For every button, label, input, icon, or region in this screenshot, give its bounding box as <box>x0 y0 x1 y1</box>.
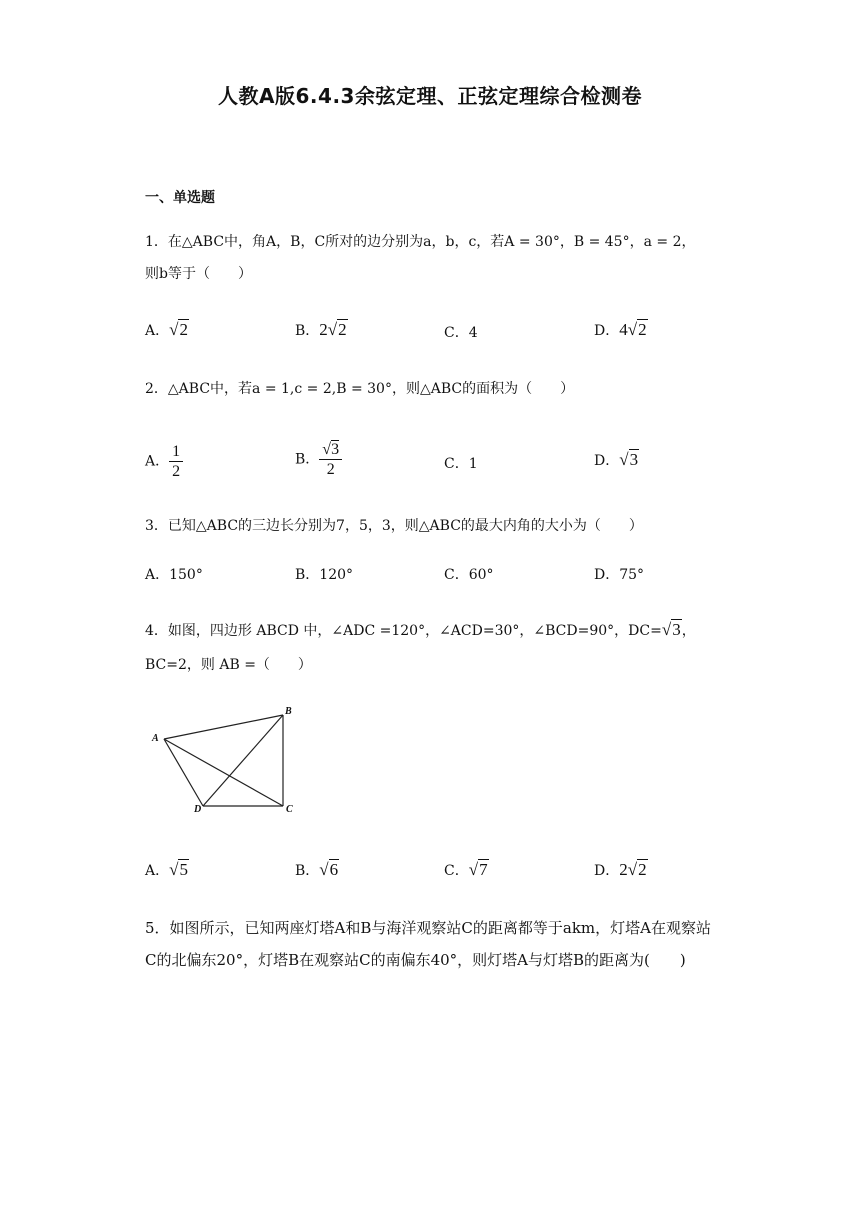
q3-option-a: A．150° <box>145 567 203 583</box>
question-4-line-1: 4．如图，四边形 ABCD 中，∠ADC =120°，∠ACD=30°，∠BCD=90°，DC=√3， <box>145 620 696 639</box>
q4-option-d: D．2√2 <box>594 860 647 879</box>
q4-option-b: B．√6 <box>295 860 339 879</box>
figure-label-d: D <box>194 804 202 815</box>
q2-option-b: B． $\frac{√3}{2}$ <box>295 440 342 479</box>
q4-option-a: A．√5 <box>145 860 188 879</box>
question-4-line-2: BC=2，则 AB =（ ） <box>145 657 312 673</box>
q3-option-c: C．60° <box>444 567 494 583</box>
q4-option-c: C．√7 <box>444 860 488 879</box>
q1-option-a: A．√2 <box>145 320 188 339</box>
q2-option-c: C．1 <box>444 456 478 472</box>
q3-option-d: D．75° <box>594 567 645 583</box>
page-title: 人教A版6.4.3余弦定理、正弦定理综合检测卷 <box>218 84 642 108</box>
q1-option-b: B．2√2 <box>295 320 347 339</box>
q3-option-b: B．120° <box>295 567 354 583</box>
edge-da <box>164 739 203 806</box>
figure-label-a: A <box>152 733 159 744</box>
q1-option-d: D．4√2 <box>594 320 647 339</box>
figure-label-c: C <box>286 804 293 815</box>
question-5: 5．如图所示，已知两座灯塔A和B与海洋观察站C的距离都等于akm，灯塔A在观察站C的北偏东20°，灯塔B在观察站C的南偏东40°，则灯塔A与灯塔B的距离为( ) <box>145 919 711 969</box>
section-heading: 一、单选题 <box>145 190 215 206</box>
diagonal-ac <box>164 739 283 806</box>
q2-option-a: A． $\frac{1}{2}$ <box>145 442 183 481</box>
question-1-line-1: 1．在△ABC中，角A，B，C所对的边分别为a，b，c，若A = 30°，B = 45°，a = 2， <box>145 234 696 250</box>
question-3: 3．已知△ABC的三边长分别为7，5，3，则△ABC的最大内角的大小为（ ） <box>145 518 643 534</box>
q1-option-c: C．4 <box>444 325 478 341</box>
question-1-line-2: 则b等于（ ） <box>145 266 252 282</box>
question-2: 2．△ABC中，若a = 1,c = 2,B = 30°，则△ABC的面积为（ ） <box>145 381 575 397</box>
q2-option-d: D．√3 <box>594 450 639 469</box>
quadrilateral-figure <box>145 700 305 820</box>
figure-label-b: B <box>285 706 292 717</box>
